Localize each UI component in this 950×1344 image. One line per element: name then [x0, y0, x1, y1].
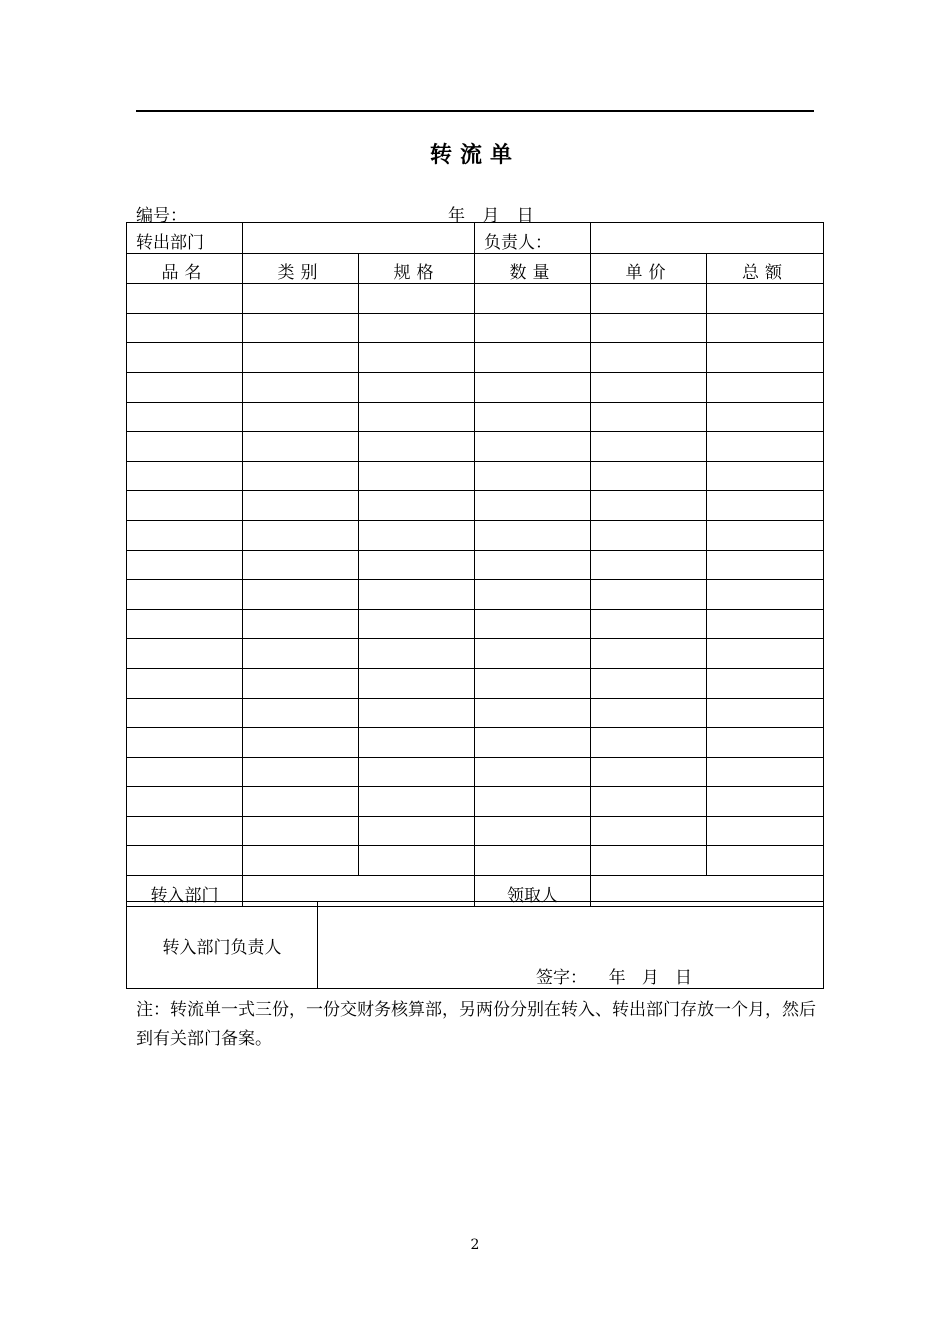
table-cell[interactable]: [707, 284, 824, 314]
table-cell[interactable]: [591, 550, 707, 580]
table-cell[interactable]: [359, 313, 475, 343]
signature-table: [126, 901, 824, 989]
table-row: [127, 609, 824, 639]
transfer-form-table: [126, 222, 824, 907]
table-row: [127, 520, 824, 550]
table-cell[interactable]: [243, 757, 359, 787]
column-header-row: [127, 253, 824, 284]
table-cell[interactable]: [591, 491, 707, 521]
table-cell[interactable]: [359, 491, 475, 521]
table-cell[interactable]: [707, 520, 824, 550]
table-cell[interactable]: [127, 728, 243, 758]
date-label: 年 月 日: [448, 206, 534, 226]
table-cell[interactable]: [707, 668, 824, 698]
table-cell[interactable]: [591, 757, 707, 787]
table-cell[interactable]: [591, 461, 707, 491]
table-cell[interactable]: [591, 402, 707, 432]
table-cell[interactable]: [591, 520, 707, 550]
table-cell[interactable]: [359, 550, 475, 580]
table-cell[interactable]: [707, 372, 824, 402]
table-cell[interactable]: [707, 757, 824, 787]
table-cell[interactable]: [359, 639, 475, 669]
table-cell[interactable]: [359, 284, 475, 314]
table-cell[interactable]: [359, 846, 475, 876]
header-quantity: 数量: [475, 253, 591, 284]
footnote: 注：转流单一式三份，一份交财务核算部，另两份分别在转入、转出部门存放一个月，然后到有关部门备案。: [136, 1000, 816, 1049]
table-cell[interactable]: [707, 402, 824, 432]
table-cell[interactable]: [243, 698, 359, 728]
number-label: 编号：: [136, 206, 187, 226]
table-cell[interactable]: [359, 402, 475, 432]
signature-label: 签字：: [536, 968, 587, 988]
table-row: [127, 787, 824, 817]
signature-date: 年 月 日: [608, 968, 693, 988]
table-cell[interactable]: [475, 491, 591, 521]
table-cell[interactable]: [243, 580, 359, 610]
table-cell[interactable]: [243, 491, 359, 521]
transfer-out-row: [127, 223, 824, 254]
table-cell[interactable]: [359, 668, 475, 698]
table-cell[interactable]: [127, 284, 243, 314]
table-cell[interactable]: [243, 846, 359, 876]
responsible-field[interactable]: [591, 223, 824, 254]
page-number: 2: [470, 1237, 480, 1253]
table-cell[interactable]: [707, 846, 824, 876]
table-cell[interactable]: [359, 520, 475, 550]
transfer-in-dept-label: 转入部门: [127, 876, 243, 907]
header-item-name: 品名: [127, 253, 243, 284]
table-cell[interactable]: [591, 432, 707, 462]
table-cell[interactable]: [475, 816, 591, 846]
table-row: [127, 846, 824, 876]
table-cell[interactable]: [359, 343, 475, 373]
header-total: 总额: [707, 253, 824, 284]
table-cell[interactable]: [243, 520, 359, 550]
table-cell[interactable]: [475, 284, 591, 314]
table-cell[interactable]: [127, 698, 243, 728]
table-cell[interactable]: [243, 402, 359, 432]
table-cell[interactable]: [591, 313, 707, 343]
table-cell[interactable]: [475, 313, 591, 343]
table-cell[interactable]: [127, 402, 243, 432]
table-cell[interactable]: [591, 816, 707, 846]
table-cell[interactable]: [707, 491, 824, 521]
table-cell[interactable]: [475, 757, 591, 787]
table-cell[interactable]: [591, 787, 707, 817]
table-cell[interactable]: [127, 461, 243, 491]
table-cell[interactable]: [243, 313, 359, 343]
table-row: [127, 580, 824, 610]
table-cell[interactable]: [127, 520, 243, 550]
table-row: [127, 816, 824, 846]
table-cell[interactable]: [707, 580, 824, 610]
table-cell[interactable]: [359, 372, 475, 402]
table-cell[interactable]: [475, 461, 591, 491]
table-cell[interactable]: [359, 757, 475, 787]
table-cell[interactable]: [243, 550, 359, 580]
table-cell[interactable]: [127, 343, 243, 373]
table-cell[interactable]: [243, 284, 359, 314]
header-rule: [136, 110, 814, 112]
table-cell[interactable]: [359, 728, 475, 758]
table-cell[interactable]: [127, 668, 243, 698]
table-cell[interactable]: [475, 609, 591, 639]
table-cell[interactable]: [475, 520, 591, 550]
receiver-label: 领取人: [475, 876, 591, 907]
table-cell[interactable]: [127, 609, 243, 639]
table-cell[interactable]: [243, 787, 359, 817]
table-cell[interactable]: [475, 550, 591, 580]
signature-line: [536, 963, 692, 988]
table-cell[interactable]: [707, 639, 824, 669]
table-cell[interactable]: [707, 787, 824, 817]
table-cell[interactable]: [475, 639, 591, 669]
table-cell[interactable]: [127, 757, 243, 787]
table-cell[interactable]: [243, 728, 359, 758]
table-cell[interactable]: [707, 343, 824, 373]
table-cell[interactable]: [475, 668, 591, 698]
signature-area[interactable]: [318, 902, 824, 989]
table-cell[interactable]: [707, 461, 824, 491]
table-cell[interactable]: [707, 698, 824, 728]
table-row: [127, 284, 824, 314]
table-cell[interactable]: [243, 639, 359, 669]
in-dept-head-label: 转入部门负责人: [127, 902, 318, 989]
table-cell[interactable]: [127, 580, 243, 610]
table-cell[interactable]: [127, 816, 243, 846]
table-cell[interactable]: [707, 816, 824, 846]
table-row: [127, 343, 824, 373]
table-cell[interactable]: [707, 609, 824, 639]
table-cell[interactable]: [243, 343, 359, 373]
table-cell[interactable]: [475, 580, 591, 610]
table-cell[interactable]: [707, 432, 824, 462]
table-cell[interactable]: [127, 313, 243, 343]
table-row: [127, 639, 824, 669]
header-spec: 规格: [359, 253, 475, 284]
table-cell[interactable]: [127, 432, 243, 462]
header-unit-price: 单价: [591, 253, 707, 284]
document-title: 转流单: [429, 143, 520, 168]
table-cell[interactable]: [591, 728, 707, 758]
table-cell[interactable]: [243, 609, 359, 639]
table-row: [127, 461, 824, 491]
table-cell[interactable]: [359, 698, 475, 728]
table-row: [127, 668, 824, 698]
table-cell[interactable]: [127, 372, 243, 402]
table-row: [127, 402, 824, 432]
table-cell[interactable]: [127, 491, 243, 521]
table-cell[interactable]: [707, 313, 824, 343]
responsible-label: 负责人：: [475, 223, 591, 254]
table-cell[interactable]: [591, 846, 707, 876]
table-cell[interactable]: [475, 787, 591, 817]
table-cell[interactable]: [475, 846, 591, 876]
signature-row: [127, 902, 824, 989]
table-cell[interactable]: [591, 668, 707, 698]
table-cell[interactable]: [591, 698, 707, 728]
table-cell[interactable]: [475, 402, 591, 432]
table-row: [127, 728, 824, 758]
table-cell[interactable]: [243, 461, 359, 491]
table-cell[interactable]: [591, 639, 707, 669]
table-cell[interactable]: [475, 372, 591, 402]
table-cell[interactable]: [359, 580, 475, 610]
table-cell[interactable]: [591, 284, 707, 314]
table-cell[interactable]: [475, 728, 591, 758]
table-cell[interactable]: [359, 461, 475, 491]
table-row: [127, 313, 824, 343]
table-cell[interactable]: [359, 609, 475, 639]
table-cell[interactable]: [707, 550, 824, 580]
table-cell[interactable]: [707, 728, 824, 758]
table-cell[interactable]: [127, 787, 243, 817]
table-row: [127, 372, 824, 402]
table-cell[interactable]: [243, 432, 359, 462]
table-cell[interactable]: [243, 668, 359, 698]
table-row: [127, 491, 824, 521]
table-cell[interactable]: [359, 787, 475, 817]
table-cell[interactable]: [127, 639, 243, 669]
table-cell[interactable]: [475, 432, 591, 462]
table-cell[interactable]: [591, 609, 707, 639]
table-cell[interactable]: [591, 372, 707, 402]
table-cell[interactable]: [359, 816, 475, 846]
transfer-out-dept-label: 转出部门: [127, 223, 243, 254]
transfer-out-dept-field[interactable]: [243, 223, 475, 254]
table-cell[interactable]: [127, 550, 243, 580]
table-row: [127, 550, 824, 580]
table-cell[interactable]: [243, 816, 359, 846]
table-row: [127, 757, 824, 787]
table-cell[interactable]: [591, 343, 707, 373]
table-cell[interactable]: [359, 432, 475, 462]
table-cell[interactable]: [591, 580, 707, 610]
header-category: 类别: [243, 253, 359, 284]
table-cell[interactable]: [127, 846, 243, 876]
table-cell[interactable]: [475, 343, 591, 373]
table-cell[interactable]: [475, 698, 591, 728]
table-row: [127, 432, 824, 462]
table-cell[interactable]: [243, 372, 359, 402]
table-row: [127, 698, 824, 728]
